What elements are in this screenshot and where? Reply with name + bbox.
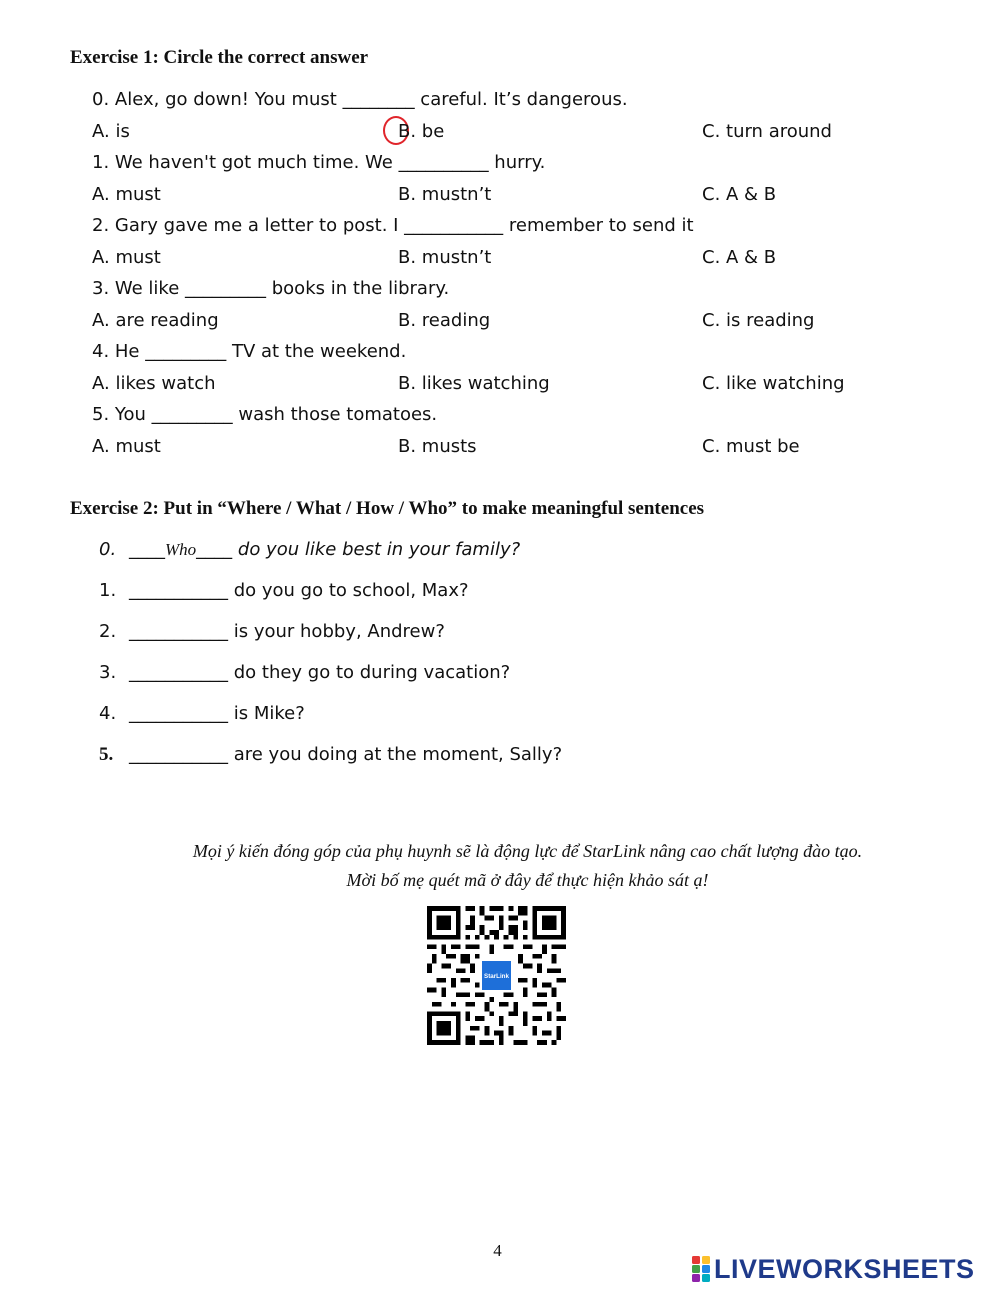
question-5: 5. You _________ wash those tomatoes. [92,404,438,425]
options-1 [92,179,952,211]
option-b[interactable]: B. reading [398,309,491,331]
option-a[interactable]: A. must [92,435,161,457]
page-number: 4 [493,1241,502,1260]
item-number: 1. [99,580,117,601]
option-b[interactable]: B. likes watching [398,372,550,394]
answer-blank[interactable]: ___________ [129,744,228,765]
liveworksheets-logo-icon [692,1256,710,1282]
option-c[interactable]: C. A & B [702,183,777,205]
sentence-text: are you doing at the moment, Sally? [228,744,563,765]
options-5 [92,431,952,463]
exercise-1 [92,84,952,462]
blank-line: ____ [196,539,233,560]
options-4 [92,368,952,400]
feedback-note: Mọi ý kiến đóng góp của phụ huynh sẽ là động lực để StarLink nâng cao chất lượng đào tạo. [192,841,863,861]
answer-blank[interactable]: ___________ [129,621,228,642]
survey-note: Mời bố mẹ quét mã ở đây để thực hiện khảo sát ạ! [346,870,709,890]
option-b[interactable]: B. be [398,120,445,142]
qr-code-icon[interactable] [427,906,566,1045]
example-answer: Who [165,540,197,559]
options-2 [92,242,952,274]
item-number: 2. [99,621,117,642]
option-c[interactable]: C. A & B [702,246,777,268]
answer-blank[interactable]: ___________ [129,662,228,683]
list-item [99,618,919,659]
list-item [99,700,919,741]
exercise-2-title: Exercise 2: Put in “Where / What / How / Who” to make meaningful sentences [70,498,705,519]
exercise-2 [99,536,919,782]
option-a[interactable]: A. likes watch [92,372,216,394]
brand-name: LIVEWORKSHEETS [714,1253,975,1284]
blank-line: ____ [129,539,165,560]
brand-logo[interactable] [692,1254,975,1284]
options-0 [92,116,952,148]
option-c[interactable]: C. turn around [702,120,832,142]
example-item [99,536,919,577]
sentence-text: is Mike? [228,703,305,724]
sentence-text: is your hobby, Andrew? [228,621,445,642]
answer-blank[interactable]: ___________ [129,580,228,601]
answer-blank[interactable]: ___________ [129,703,228,724]
question-1: 1. We haven't got much time. We __________ hurry. [92,152,546,173]
item-number: 4. [99,703,117,724]
option-a[interactable]: A. are reading [92,309,219,331]
item-number: 0. [99,539,117,560]
list-item [99,577,919,618]
question-0: 0. Alex, go down! You must ________ careful. It’s dangerous. [92,89,628,110]
option-b[interactable]: B. mustn’t [398,183,492,205]
item-number: 5. [99,744,114,765]
question-3: 3. We like _________ books in the library. [92,278,450,299]
question-2: 2. Gary gave me a letter to post. I ___________ remember to send it [92,215,694,236]
option-c[interactable]: C. like watching [702,372,845,394]
option-b[interactable]: B. musts [398,435,477,457]
option-a[interactable]: A. is [92,120,130,142]
option-c[interactable]: C. is reading [702,309,815,331]
sentence-text: do you go to school, Max? [228,580,469,601]
option-a[interactable]: A. must [92,183,161,205]
option-b[interactable]: B. mustn’t [398,246,492,268]
list-item [99,741,919,782]
option-c[interactable]: C. must be [702,435,800,457]
exercise-1-title: Exercise 1: Circle the correct answer [70,47,369,68]
list-item [99,659,919,700]
question-4: 4. He _________ TV at the weekend. [92,341,407,362]
option-a[interactable]: A. must [92,246,161,268]
qr-logo-label: StarLink [484,972,509,980]
sentence-text: do they go to during vacation? [228,662,511,683]
options-3 [92,305,952,337]
item-number: 3. [99,662,117,683]
sentence-text: do you like best in your family? [232,539,521,560]
